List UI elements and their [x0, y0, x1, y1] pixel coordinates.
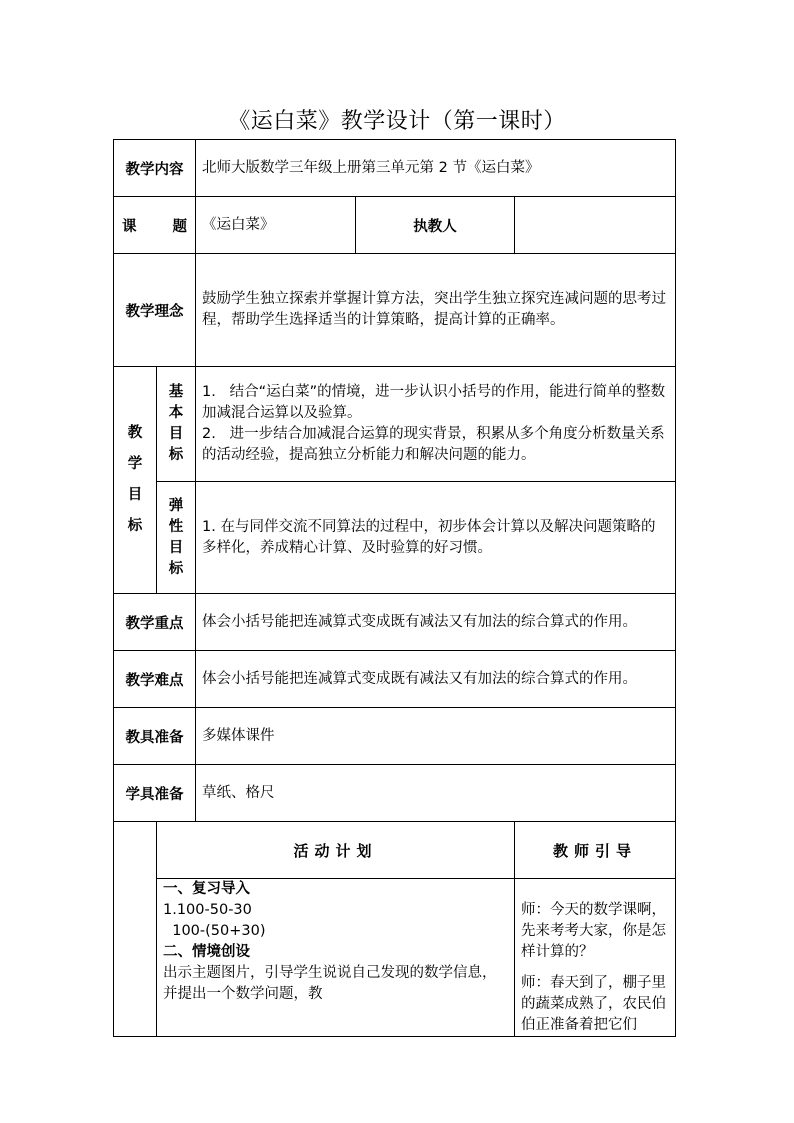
- value-teacher: [515, 197, 676, 254]
- flex-char-3: 目: [168, 539, 184, 556]
- row-teaching-tools: [114, 708, 676, 765]
- guide-line-2: 师：春天到了，棚子里的蔬菜成熟了，农民伯伯正准备着把它们: [521, 975, 666, 1033]
- label-topic-a: 课: [122, 218, 137, 235]
- header-teacher-guide: 教师引导: [515, 822, 676, 879]
- section-situation: 二、情境创设: [163, 944, 250, 960]
- flex-char-4: 标: [168, 560, 184, 577]
- basic-char-3: 目: [168, 426, 184, 442]
- label-teaching-tools: 教具准备: [114, 708, 196, 765]
- label-teacher: 执教人: [356, 197, 515, 254]
- label-teaching-concept: 教学理念: [114, 254, 196, 367]
- row-activity-header: [114, 822, 676, 879]
- value-teaching-content: 北师大版数学三年级上册第三单元第 2 节《运白菜》: [196, 140, 676, 197]
- label-key-point: 教学重点: [114, 594, 196, 651]
- activity-blank-cell: [114, 822, 157, 1037]
- document-title: 《运白菜》教学设计（第一课时）: [228, 109, 566, 134]
- value-basic-goals: [196, 367, 676, 482]
- value-student-tools: 草纸、格尺: [196, 765, 676, 822]
- basic-char-1: 基: [168, 384, 184, 400]
- flex-char-2: 性: [168, 518, 184, 535]
- row-difficulty: [114, 651, 676, 708]
- section-review: 一、复习导入: [163, 881, 250, 897]
- basic-char-4: 标: [168, 447, 184, 463]
- value-difficulty: 体会小括号能把连减算式变成既有减法又有加法的综合算式的作用。: [196, 651, 676, 708]
- lesson-plan-table: [113, 139, 676, 1037]
- value-flex-goals: 1. 在与同伴交流不同算法的过程中，初步体会计算以及解决问题策略的多样化，养成精心计算、及时验算的好习惯。: [196, 482, 676, 594]
- label-teaching-goals: [114, 367, 157, 594]
- row-flex-goals: [114, 482, 676, 594]
- label-difficulty: 教学难点: [114, 651, 196, 708]
- row-activity-content: [114, 879, 676, 1037]
- row-teaching-concept: [114, 254, 676, 367]
- review-line-1: 1.100-50-30: [163, 902, 252, 918]
- row-basic-goals: [114, 367, 676, 482]
- row-topic: [114, 197, 676, 254]
- label-student-tools: 学具准备: [114, 765, 196, 822]
- value-teaching-concept: 鼓励学生独立探索并掌握计算方法，突出学生独立探究连减问题的思考过程，帮助学生选择适当的计算策略，提高计算的正确率。: [196, 254, 676, 367]
- label-topic: [114, 197, 196, 254]
- goal-char-2: 学: [127, 456, 143, 472]
- guide-line-1: 师：今天的数学课啊，先来考考大家，你是怎样计算的？: [521, 902, 666, 960]
- goal-char-1: 教: [127, 425, 143, 441]
- value-teaching-tools: 多媒体课件: [196, 708, 676, 765]
- basic-char-2: 本: [168, 405, 184, 421]
- activity-plan-content: [157, 879, 515, 1037]
- row-student-tools: [114, 765, 676, 822]
- row-key-point: [114, 594, 676, 651]
- situation-line: 出示主题图片，引导学生说说自己发现的数学信息，并提出一个数学问题，教: [163, 965, 497, 1002]
- goal-char-4: 标: [127, 518, 143, 534]
- label-basic-goals: [157, 367, 196, 482]
- basic-goal-1: 1. 结合“运白菜”的情境，进一步认识小括号的作用，能进行简单的整数加减混合运算以及验算。: [202, 384, 666, 421]
- goal-char-3: 目: [127, 487, 143, 503]
- flex-char-1: 弹: [168, 497, 184, 514]
- review-line-2: 100-(50+30): [163, 923, 266, 939]
- label-flex-goals: [157, 482, 196, 594]
- row-teaching-content: [114, 140, 676, 197]
- teacher-guide-content: [515, 879, 676, 1037]
- basic-goal-2: 2. 进一步结合加减混合运算的现实背景，积累从多个角度分析数量关系的活动经验，提高独立分析能力和解决问题的能力。: [202, 426, 665, 463]
- label-topic-b: 题: [172, 218, 187, 235]
- label-teaching-content: 教学内容: [114, 140, 196, 197]
- value-key-point: 体会小括号能把连减算式变成既有减法又有加法的综合算式的作用。: [196, 594, 676, 651]
- value-topic: 《运白菜》: [196, 197, 356, 254]
- header-activity-plan: 活动计划: [157, 822, 515, 879]
